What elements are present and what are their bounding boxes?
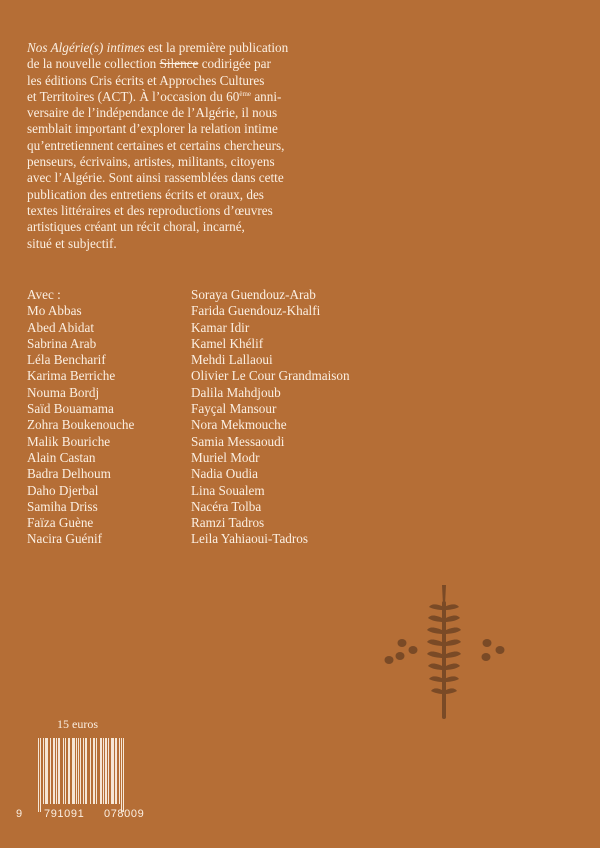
contributor-name: Ramzi Tadros [191,515,265,531]
contributor-name: Faïza Guène [27,515,94,531]
contributor-name: Olivier Le Cour Grandmaison [191,368,350,384]
blurb-line: Nos Algérie(s) intimes est la première publication [27,40,289,55]
blurb-line: semblait important d’explorer la relation intime [27,121,278,137]
berber-plant-motif-icon [380,583,520,723]
contributor-name: Samia Messaoudi [191,433,285,449]
price-label: 15 euros [57,717,98,731]
contributor-name: Alain Castan [27,449,96,465]
blurb-line: de la nouvelle collection Silence codirigée par [27,56,271,72]
contributor-name: Zohra Boukenouche [27,417,135,433]
blurb-line: artistiques créant un récit choral, incarné, [27,219,245,235]
contributors-column-right [191,287,391,548]
barcode-group-right: 078009 [104,808,145,820]
contributor-name: Fayçal Mansour [191,401,277,417]
contributors-heading: Avec : [27,287,61,302]
collection-name: Silence [159,56,199,72]
contributors-column-left [27,287,177,548]
barcode-bar [123,738,124,812]
barcode-group-left: 791091 [44,808,85,820]
contributor-name: Daho Djerbal [27,482,99,498]
contributor-name: Badra Delhoum [27,466,111,482]
blurb-line: textes littéraires et des reproductions d’œuvres [27,202,273,218]
contributor-name: Nacéra Tolba [191,498,262,514]
contributor-name: Mehdi Lallaoui [191,352,273,368]
contributor-name: Malik Bouriche [27,433,111,449]
contributor-name: Samiha Driss [27,498,98,514]
contributor-name: Nacira Guénif [27,531,103,547]
blurb-line: publication des entretiens écrits et oraux, des [27,186,264,202]
contributor-name: Muriel Modr [191,449,260,465]
blurb-line: qu’entretiennent certaines et certains chercheurs, [27,137,285,153]
book-title: Nos Algérie(s) intimes [27,40,145,55]
contributor-name: Leila Yahiaoui-Tadros [191,531,309,547]
contributor-name: Léla Bencharif [27,352,106,368]
contributor-name: Kamar Idir [191,319,250,335]
blurb-line: et Territoires (ACT). À l’occasion du 60ème anni- [27,88,282,104]
blurb-paragraph [27,40,327,252]
contributor-name: Nora Mekmouche [191,417,287,433]
barcode-bars [38,738,153,810]
contributor-name: Lina Soualem [191,482,265,498]
blurb-line: penseurs, écrivains, artistes, militants, citoyens [27,154,275,170]
blurb-line: versaire de l’indépendance de l’Algérie, il nous [27,105,278,121]
blurb-line: les éditions Cris écrits et Approches Cultures [27,72,265,88]
blurb-line: situé et subjectif. [27,235,117,251]
contributor-name: Kamel Khélif [191,335,264,351]
contributor-name: Sabrina Arab [27,335,97,351]
barcode-icon [10,738,170,824]
barcode-first-digit: 9 [16,808,23,820]
contributor-name: Nadia Oudia [191,466,259,482]
contributor-name: Abed Abidat [27,319,95,335]
blurb-line: avec l’Algérie. Sont ainsi rassemblées dans cette [27,170,284,186]
contributor-name: Mo Abbas [27,303,82,319]
contributor-name: Nouma Bordj [27,384,100,400]
contributor-name: Dalila Mahdjoub [191,384,281,400]
contributor-name: Soraya Guendouz-Arab [191,287,316,302]
contributor-name: Karima Berriche [27,368,116,384]
contributor-name: Farida Guendouz-Khalfi [191,303,321,319]
contributor-name: Saïd Bouamama [27,401,114,417]
back-cover-blurb [27,40,327,252]
